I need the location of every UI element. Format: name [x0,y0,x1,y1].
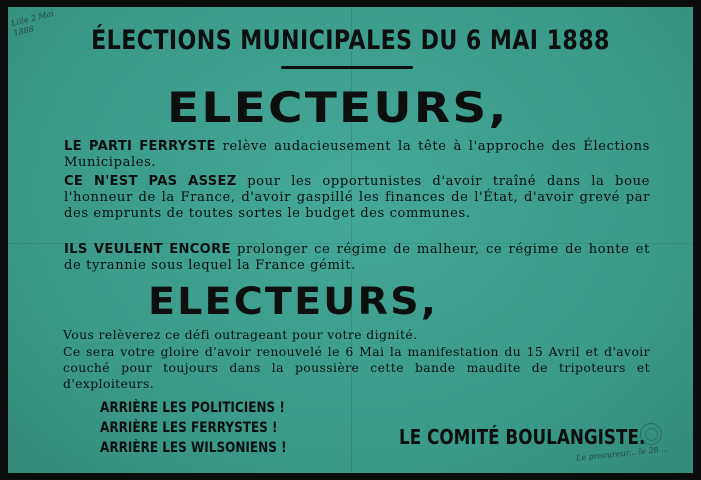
paragraph-3-text: prolonger ce régime de malheur, ce régime de honte et de tyrannie sous lequel la France gémit. [64,242,650,273]
title-divider [281,66,413,69]
paragraph-5: Ce sera votre gloire d'avoir renouvelé le 6 Mai la manifestation du 15 Avril et d'avoir couché pour toujours dans la poussière cette bande maudite de tripoteurs et d'exploiteurs. [63,344,650,391]
paragraph-2 [64,174,650,222]
slogans [100,398,320,458]
handwritten-annotation-top-left: Lille 2 Mai 1888 [10,8,55,38]
signature: LE COMITÉ BOULANGISTE. [399,425,646,449]
slogan-politiciens: ARRIÈRE LES POLITICIENS ! [100,400,285,416]
paragraph-2-text: pour les opportunistes d'avoir traîné dans la boue l'honneur de la France, d'avoir gaspillé les finances de l'État, d'avoir grevé par des emprunts de toutes sortes le budget des communes. [64,174,650,221]
poster [8,7,693,473]
slogan-ferrystes: ARRIÈRE LES FERRYSTES ! [100,420,278,436]
poster-title: ÉLECTIONS MUNICIPALES DU 6 MAI 1888 [91,25,610,56]
paragraph-3 [64,242,650,274]
paragraph-4: Vous relèverez ce défi outrageant pour votre dignité. [63,327,418,342]
slogan-wilsoniens: ARRIÈRE LES WILSONIENS ! [100,440,287,456]
paragraph-2-lead: CE N'EST PAS ASSEZ [64,174,237,189]
heading-electeurs-2: ELECTEURS, [148,280,439,323]
handwritten-annotation-bottom-right: Le procureur... le 28 ... [575,444,670,463]
paragraph-1-lead: LE PARTI FERRYSTE [64,139,216,154]
stamp-icon [640,423,662,445]
fold-crease-vertical [351,7,352,473]
paragraph-1 [64,139,650,171]
paragraph-1-text: relève audacieusement la tête à l'approche des Élections Municipales. [64,139,650,170]
heading-electeurs-1: ELECTEURS, [167,83,509,132]
paragraph-3-lead: ILS VEULENT ENCORE [64,242,231,257]
